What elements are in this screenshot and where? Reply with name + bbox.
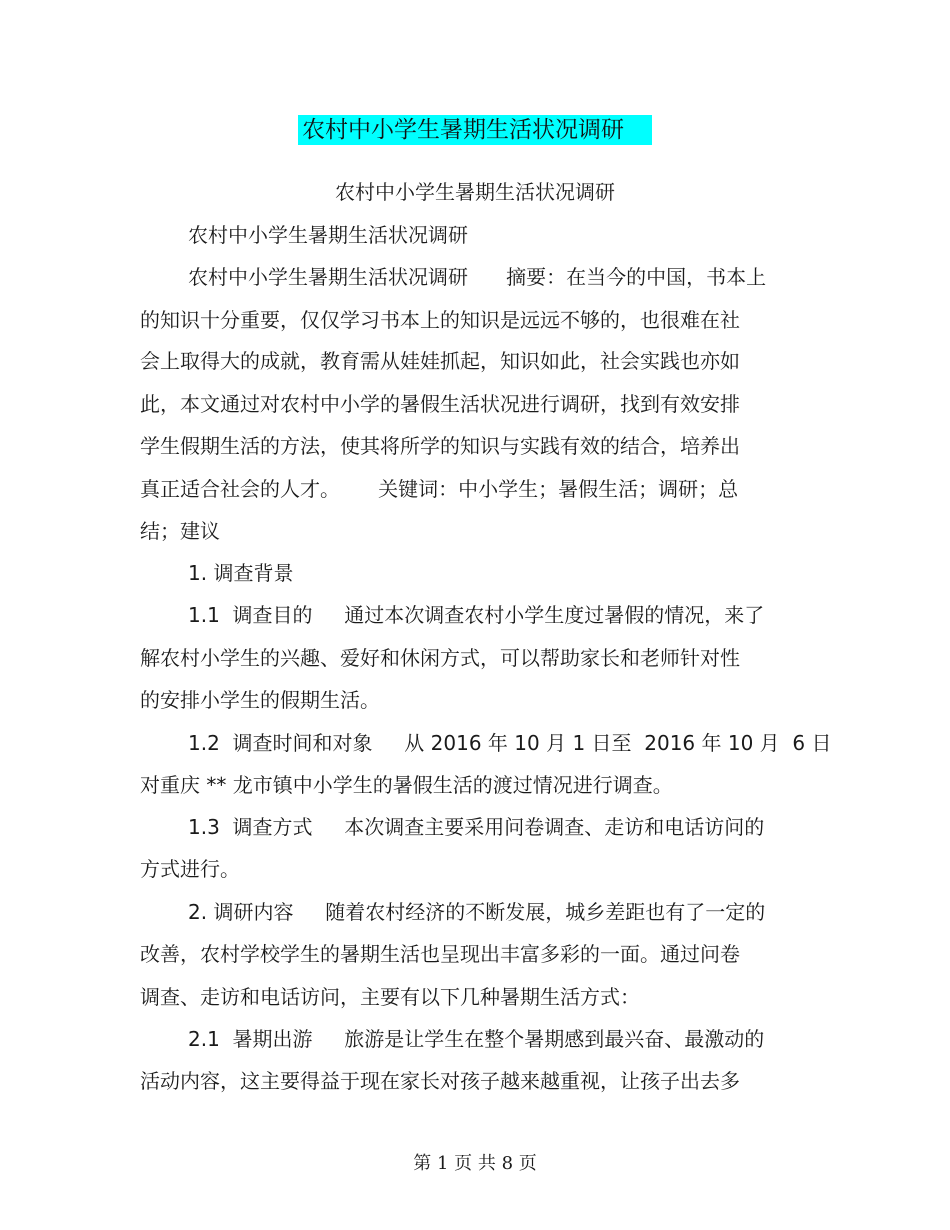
body-line: 解农村小学生的兴趣、爱好和休闲方式，可以帮助家长和老师针对性 <box>140 646 740 670</box>
body-line: 1.3 调查方式 本次调查主要采用问卷调查、走访和电话访问的 <box>188 815 765 839</box>
title-wrap <box>0 115 950 145</box>
document-subtitle: 农村中小学生暑期生活状况调研 <box>335 180 615 204</box>
body-line: 1.2 调查时间和对象 从 2016 年 10 月 1 日至 2016 年 10 月 6 日 <box>188 731 832 755</box>
body-line: 农村中小学生暑期生活状况调研 <box>188 223 468 247</box>
document-title: 农村中小学生暑期生活状况调研 <box>298 115 652 145</box>
body-line: 真正适合社会的人才。 关键词：中小学生；暑假生活；调研；总 <box>140 477 739 501</box>
body-line: 2.1 暑期出游 旅游是让学生在整个暑期感到最兴奋、最激动的 <box>188 1027 765 1051</box>
body-line: 调查、走访和电话访问，主要有以下几种暑期生活方式： <box>140 985 640 1009</box>
body-line: 结；建议 <box>140 519 220 543</box>
body-line: 会上取得大的成就，教育需从娃娃抓起，知识如此，社会实践也亦如 <box>140 349 740 373</box>
body-line: 改善，农村学校学生的暑期生活也呈现出丰富多彩的一面。通过问卷 <box>140 942 740 966</box>
body-line: 的知识十分重要，仅仅学习书本上的知识是远远不够的，也很难在社 <box>140 308 740 332</box>
page-footer: 第 1 页 共 8 页 <box>413 1153 537 1174</box>
body-line: 1.1 调查目的 通过本次调查农村小学生度过暑假的情况，来了 <box>188 603 765 627</box>
body-line: 活动内容，这主要得益于现在家长对孩子越来越重视，让孩子出去多 <box>140 1069 740 1093</box>
body-line: 学生假期生活的方法，使其将所学的知识与实践有效的结合，培养出 <box>140 434 740 458</box>
body-line: 2. 调研内容 随着农村经济的不断发展，城乡差距也有了一定的 <box>188 900 766 924</box>
section-heading: 1. 调查背景 <box>188 561 294 585</box>
body-line: 农村中小学生暑期生活状况调研 摘要：在当今的中国，书本上 <box>188 265 767 289</box>
body-line: 对重庆 ** 龙市镇中小学生的暑假生活的渡过情况进行调查。 <box>140 773 673 797</box>
body-line: 的安排小学生的假期生活。 <box>140 688 380 712</box>
body-line: 方式进行。 <box>140 857 240 881</box>
body-line: 此，本文通过对农村中小学的暑假生活状况进行调研，找到有效安排 <box>140 392 740 416</box>
